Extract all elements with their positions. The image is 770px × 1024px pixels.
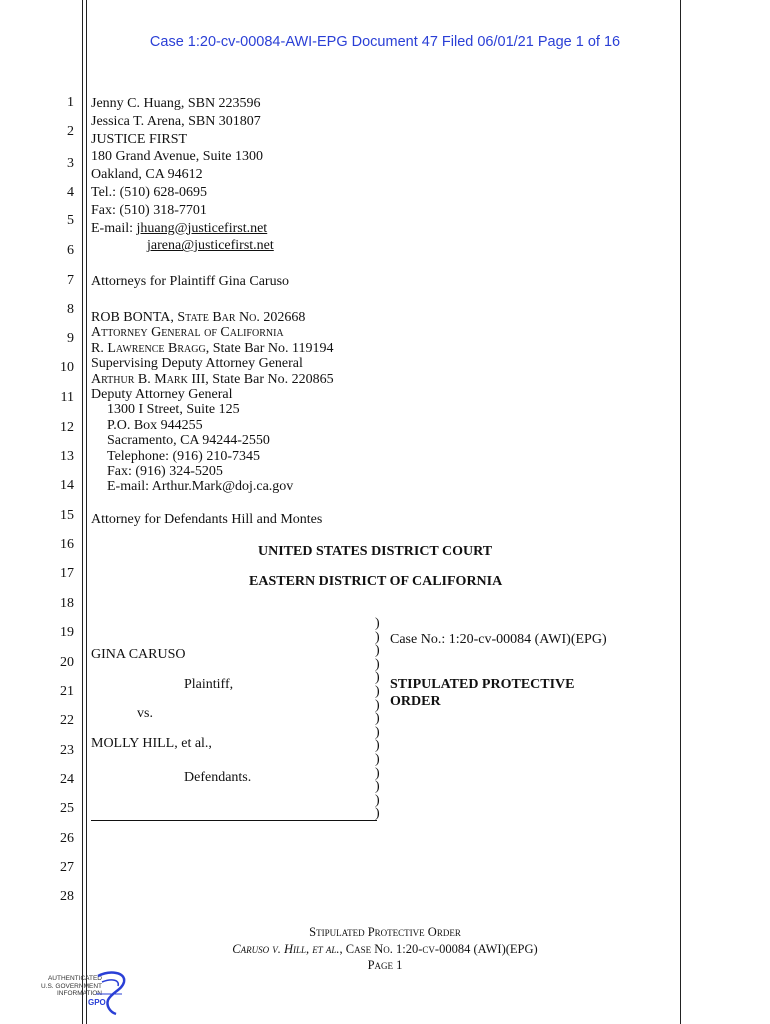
line-number: 8 — [67, 302, 74, 317]
counsel-name: Jenny C. Huang, SBN 223596 — [91, 96, 261, 111]
line-number: 21 — [60, 684, 74, 699]
counsel-name-text: Arthur — [91, 371, 135, 387]
court-name: UNITED STATES DISTRICT COURT — [258, 544, 493, 559]
email-link[interactable]: jhuang@justicefirst.net — [136, 220, 268, 236]
email-label: E-mail: — [91, 220, 137, 236]
bar-number: , State Bar No. 119194 — [205, 340, 334, 356]
line-number: 25 — [60, 801, 74, 816]
line-number: 27 — [60, 860, 74, 875]
line-number: 15 — [60, 508, 74, 523]
line-number: 4 — [67, 185, 74, 200]
line-number: 10 — [60, 360, 74, 375]
counsel-name — [91, 310, 334, 325]
left-margin-rule-inner — [86, 0, 87, 1024]
email-line — [91, 237, 274, 255]
counsel-title: Deputy Attorney General — [91, 387, 233, 403]
counsel-title: Attorney General of California — [91, 325, 284, 341]
gpo-authentication-logo — [40, 970, 140, 1018]
document-title: ORDER — [390, 694, 441, 709]
court-district: EASTERN DISTRICT OF CALIFORNIA — [249, 574, 503, 589]
attorneys-for-plaintiff: Attorneys for Plaintiff Gina Caruso — [91, 274, 290, 289]
email-link[interactable]: jarena@justicefirst.net — [147, 238, 274, 254]
line-number: 19 — [60, 625, 74, 640]
firm-name: JUSTICE FIRST — [91, 131, 188, 147]
page-footer — [90, 924, 680, 974]
line-number: 6 — [67, 243, 74, 258]
office-address: 1300 I Street, Suite 125 — [107, 402, 240, 418]
office-po-box: P.O. Box 944255 — [107, 417, 203, 433]
line-number: 13 — [60, 449, 74, 464]
defense-counsel-block — [91, 310, 334, 495]
line-number: 24 — [60, 772, 74, 787]
counsel-initial: B. — [134, 371, 155, 387]
counsel-name-text: ROB BONTA, — [91, 310, 178, 325]
caption-vs: vs. — [137, 706, 153, 721]
line-number: 28 — [60, 889, 74, 904]
line-number: 22 — [60, 713, 74, 728]
line-number: 16 — [60, 537, 74, 552]
caption-defendant: MOLLY HILL, et al., — [91, 736, 212, 751]
line-number: 18 — [60, 596, 74, 611]
line-number: 26 — [60, 831, 74, 846]
office-city: Sacramento, CA 94244-2550 — [107, 433, 270, 449]
counsel-title: Supervising Deputy Attorney General — [91, 356, 303, 372]
firm-fax: Fax: (510) 318-7701 — [91, 202, 207, 218]
caption-plaintiff: GINA CARUSO — [91, 647, 186, 662]
gpo-mark: GPO — [88, 998, 106, 1007]
office-fax: Fax: (916) 324-5205 — [107, 464, 223, 480]
line-number: 2 — [67, 124, 74, 139]
line-number: 12 — [60, 420, 74, 435]
caption-parentheses: ) ) ) ) ) ) ) ) ) ) ) ) ) ) ) — [375, 616, 380, 822]
footer-page-number: Page 1 — [367, 958, 403, 972]
counsel-name — [91, 341, 334, 356]
gpo-logo-line: INFORMATION — [56, 990, 102, 997]
line-number: 7 — [67, 273, 74, 288]
right-margin-rule — [680, 0, 681, 1024]
line-number: 3 — [67, 156, 74, 171]
line-number: 1 — [67, 95, 74, 110]
firm-phone: Tel.: (510) 628-0695 — [91, 184, 208, 200]
firm-city: Oakland, CA 94612 — [91, 167, 203, 183]
caption-plaintiff-role: Plaintiff, — [184, 677, 234, 692]
counsel-name-text: Mark — [154, 371, 188, 387]
bar-number: III, State Bar No. 220865 — [187, 371, 334, 387]
footer-case-number: , Case No. 1:20-cv-00084 (AWI)(EPG) — [339, 941, 538, 956]
attorney-for-defendants: Attorney for Defendants Hill and Montes — [91, 512, 323, 527]
case-number: Case No.: 1:20-cv-00084 (AWI)(EPG) — [390, 632, 607, 647]
plaintiff-counsel-block — [91, 95, 274, 255]
gpo-logo-line: AUTHENTICATED — [47, 975, 102, 982]
line-number: 11 — [60, 390, 74, 405]
eagle-icon — [40, 970, 140, 1018]
office-phone: Telephone: (916) 210-7345 — [107, 448, 260, 464]
left-margin-rule — [82, 0, 83, 1024]
line-number: 20 — [60, 655, 74, 670]
line-number: 9 — [67, 331, 74, 346]
office-email: E-mail: Arthur.Mark@doj.ca.gov — [107, 479, 294, 495]
line-number: 23 — [60, 743, 74, 758]
counsel-initial: R. — [91, 340, 108, 356]
footer-case-name: Caruso v. Hill, et al. — [232, 941, 340, 956]
email-line — [91, 220, 274, 238]
footer-title: Stipulated Protective Order — [309, 925, 461, 939]
ecf-header-stamp: Case 1:20-cv-00084-AWI-EPG Document 47 Filed 06/01/21 Page 1 of 16 — [149, 34, 621, 50]
caption-underline — [91, 820, 377, 821]
line-number: 17 — [60, 566, 74, 581]
counsel-name — [91, 372, 334, 387]
bar-label: State Bar No — [177, 310, 257, 325]
counsel-name: Jessica T. Arena, SBN 301807 — [91, 113, 261, 129]
bar-number: . 202668 — [256, 310, 306, 325]
firm-address: 180 Grand Avenue, Suite 1300 — [91, 149, 263, 165]
caption-defendant-role: Defendants. — [184, 770, 252, 785]
footer-case-line — [90, 941, 680, 958]
gpo-logo-line: U.S. GOVERNMENT — [40, 982, 102, 990]
line-number: 5 — [67, 213, 74, 228]
document-title: STIPULATED PROTECTIVE — [390, 677, 575, 692]
counsel-name-text: Lawrence Bragg — [107, 340, 206, 356]
line-number: 14 — [60, 478, 74, 493]
